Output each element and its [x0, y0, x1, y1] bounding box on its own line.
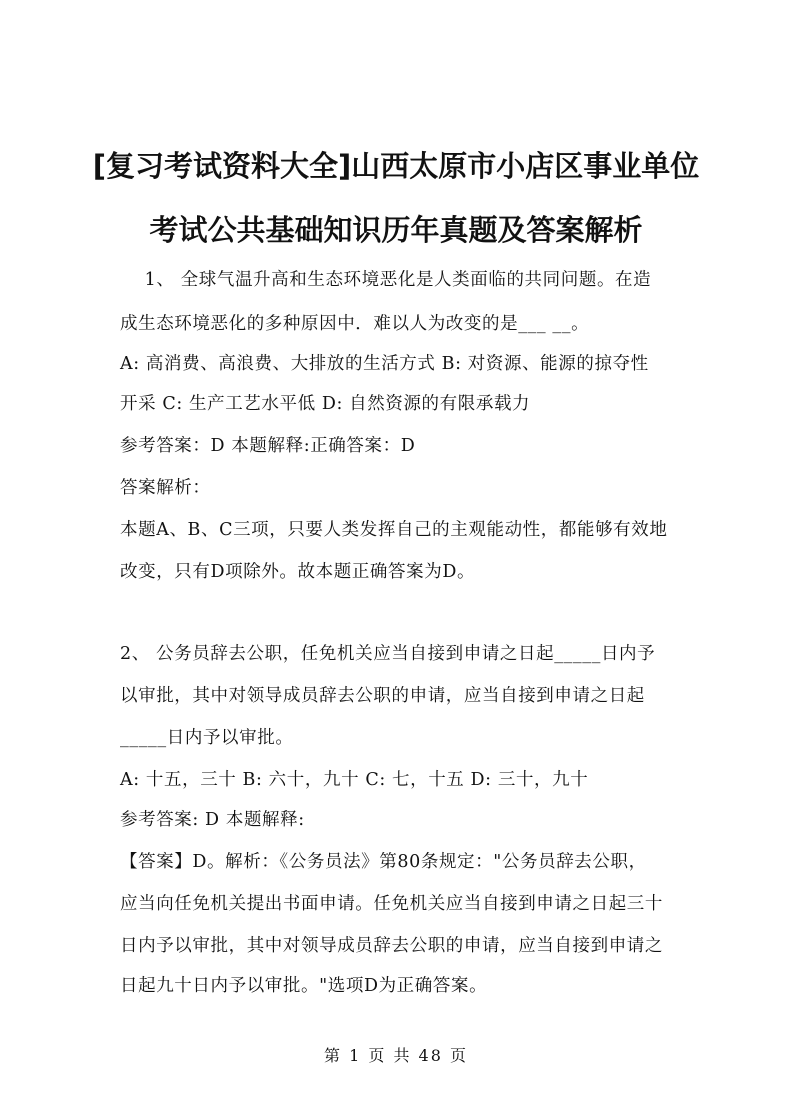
- question-1-options-line-1: A: 高消费、高浪费、大排放的生活方式 B: 对资源、能源的掠夺性: [120, 354, 649, 374]
- question-1-options-line-2: 开采 C: 生产工艺水平低 D: 自然资源的有限承载力: [120, 394, 531, 414]
- question-2-stem-line-3: _____日内予以审批。: [120, 728, 294, 748]
- question-2-stem-line-2: 以审批，其中对领导成员辞去公职的申请，应当自接到申请之日起: [120, 686, 645, 706]
- question-1-analysis-label: 答案解析：: [120, 478, 211, 498]
- question-1-analysis-line-2: 改变，只有D项除外。故本题正确答案为D。: [120, 562, 476, 582]
- question-2-analysis-line-2: 应当向任免机关提出书面申请。任免机关应当自接到申请之日起三十: [120, 894, 663, 914]
- question-2-analysis-line-4: 日起九十日内予以审批。"选项D为正确答案。: [120, 976, 488, 996]
- question-2-analysis-line-3: 日内予以审批，其中对领导成员辞去公职的申请，应当自接到申请之: [120, 936, 663, 956]
- page-number-footer: 第 1 页 共 48 页: [324, 1046, 468, 1065]
- question-2-options-line-1: A: 十五，三十 B: 六十，九十 C: 七，十五 D: 三十，九十: [120, 770, 589, 790]
- question-1-analysis-line-1: 本题A、B、C三项，只要人类发挥自己的主观能动性，都能够有效地: [120, 520, 668, 540]
- question-2-stem-line-1: 2、 公务员辞去公职，任免机关应当自接到申请之日起_____日内予: [120, 644, 656, 664]
- question-2-analysis-line-1: 【答案】D。解析：《公务员法》第80条规定："公务员辞去公职，: [120, 852, 647, 872]
- question-1-stem-line-2: 成生态环境恶化的多种原因中．难以人为改变的是___ __。: [120, 314, 590, 334]
- question-2-reference-answer: 参考答案: D 本题解释:: [120, 810, 305, 830]
- document-title-line-1: [复习考试资料大全]山西太原市小店区事业单位: [92, 149, 700, 183]
- question-1-stem-line-1: 1、 全球气温升高和生态环境恶化是人类面临的共同问题。在造: [120, 270, 652, 290]
- document-title-line-2: 考试公共基础知识历年真题及答案解析: [149, 213, 643, 247]
- question-1-reference-answer: 参考答案：D 本题解释:正确答案：D: [120, 436, 416, 456]
